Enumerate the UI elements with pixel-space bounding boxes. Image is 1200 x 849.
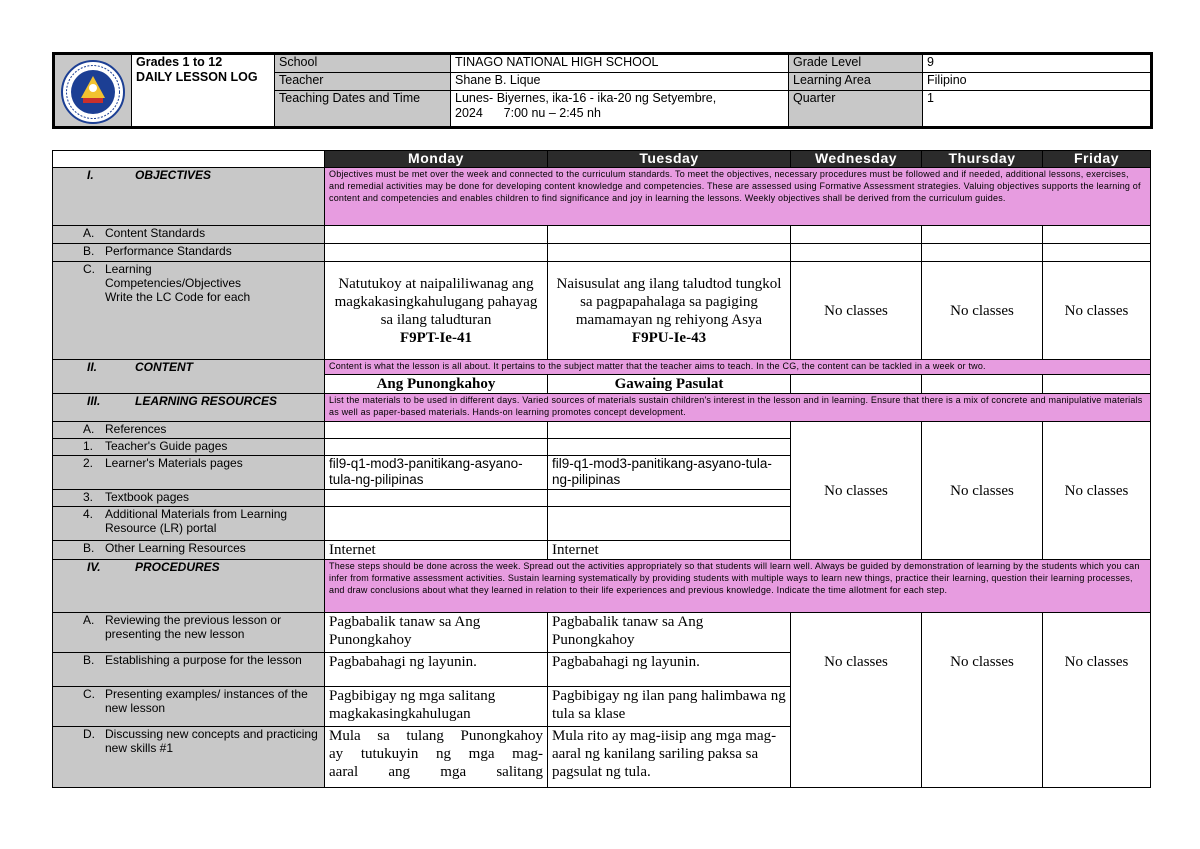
performance-standards-thursday [922,244,1043,262]
day-header-thursday: Thursday [922,151,1043,168]
lr-portal-tuesday [548,507,791,541]
teachers-guide-label: 1. Teacher's Guide pages [53,439,325,456]
other-resources-monday: Internet [325,541,548,560]
teaching-dates-line2: 2024 7:00 nu – 2:45 nh [455,106,601,120]
resources-row [53,394,1151,422]
quarter-label: Quarter [789,91,923,128]
objectives-note: Objectives must be met over the week and connected to the curriculum standards. To meet the objectives, necessary procedures must be followed and if needed, additional lessons, exercises, and remedial activities may be done for developing content knowledge and competencies. These are assessed using Formative Assessment strategies. Valuing objectives supports the learning of content and competencies and enables children to find significance and joy in learning the lessons. Weekly objectives shall be derived from the curriculum guides. [325,168,1151,226]
discussing-monday [325,727,548,788]
content-friday [1043,375,1151,394]
resources-thursday-no-classes: No classes [922,422,1043,560]
content-title: CONTENT [135,360,193,374]
performance-standards-label: B. Performance Standards [53,244,325,262]
examples-tuesday: Pagbibigay ng ilan pang halimbawa ng tula sa klase [548,687,791,727]
performance-standards-monday [325,244,548,262]
content-standards-thursday [922,226,1043,244]
lc-monday-text: Natutukoy at naipaliliwanag ang magkakasingkahulugang pahayag sa ilang taludturan [334,275,538,328]
learning-competencies-label: C. Learning Competencies/Objectives Write the LC Code for each [53,262,325,360]
teaching-dates-label: Teaching Dates and Time [275,91,451,128]
resources-wednesday-no-classes: No classes [791,422,922,560]
content-number: II. [87,360,98,374]
objectives-heading [53,168,325,226]
learners-materials-monday: fil9-q1-mod3-panitikang-asyano-tula-ng-pilipinas [325,456,548,490]
textbook-pages-tuesday [548,490,791,507]
lc-friday-no-classes: No classes [1043,262,1151,360]
resources-title: LEARNING RESOURCES [135,394,278,408]
content-row [53,360,1151,375]
grade-level-value: 9 [923,54,1152,73]
learning-competencies-tuesday [548,262,791,360]
content-standards-label: A. Content Standards [53,226,325,244]
content-wednesday [791,375,922,394]
reviewing-label: A. Reviewing the previous lesson or presenting the new lesson [53,613,325,653]
teaching-dates-value [451,91,789,128]
procedures-friday-no-classes: No classes [1043,613,1151,788]
school-label: School [275,54,451,73]
lesson-log-table [52,150,1151,788]
purpose-monday: Pagbabahagi ng layunin. [325,653,548,687]
teachers-guide-monday [325,439,548,456]
content-thursday [922,375,1043,394]
content-tuesday: Gawaing Pasulat [548,375,791,394]
purpose-tuesday: Pagbabahagi ng layunin. [548,653,791,687]
examples-monday: Pagbibigay ng mga salitang magkakasingkahulugan [325,687,548,727]
textbook-pages-label: 3. Textbook pages [53,490,325,507]
lc-tuesday-text: Naisusulat ang ilang taludtod tungkol sa pagpapahalaga sa pagiging mamamayan ng rehiyong Asya [556,275,782,328]
procedures-title: PROCEDURES [135,560,220,574]
day-header-row [53,151,1151,168]
learning-area-label: Learning Area [789,72,923,91]
lc-tuesday-code: F9PU-Ie-43 [631,329,707,346]
performance-standards-wednesday [791,244,922,262]
resources-number: III. [87,394,101,408]
grade-level-label: Grade Level [789,54,923,73]
procedures-heading [53,560,325,613]
header-title-line1: Grades 1 to 12 [136,55,223,69]
procedures-note: These steps should be done across the week. Spread out the activities appropriately so that students will learn well. Always be guided by demonstration of learning by the students which you can infer from formative assessment activities. Sustain learning systematically by providing students with multiple ways to learn new things, practice their learning, question their learning processes, and draw conclusions about what they learned in relation to their life experiences and previous knowledge. Indicate the time allotment for each step. [325,560,1151,613]
lc-wednesday-no-classes: No classes [791,262,922,360]
deped-seal [54,54,132,128]
reviewing-monday: Pagbabalik tanaw sa Ang Punongkahoy [325,613,548,653]
references-tuesday [548,422,791,439]
day-header-monday: Monday [325,151,548,168]
teachers-guide-tuesday [548,439,791,456]
teacher-value: Shane B. Lique [451,72,789,91]
school-value: TINAGO NATIONAL HIGH SCHOOL [451,54,789,73]
discussing-label: D. Discussing new concepts and practicing new skills #1 [53,727,325,788]
resources-heading [53,394,325,422]
reviewing-row [53,613,1151,653]
other-resources-tuesday: Internet [548,541,791,560]
procedures-thursday-no-classes: No classes [922,613,1043,788]
procedures-number: IV. [87,560,101,574]
discussing-monday-line1: Mula sa tulang Punongkahoy [329,728,543,744]
textbook-pages-monday [325,490,548,507]
lr-portal-monday [325,507,548,541]
resources-note: List the materials to be used in different days. Varied sources of materials sustain children's interest in the lesson and in learning. Ensure that there is a mix of concrete and manipulative materials as well as paper-based materials. Hands-on learning promotes concept development. [325,394,1151,422]
header-table [52,52,1153,129]
performance-standards-row [53,244,1151,262]
teaching-dates-line1: Lunes- Biyernes, ika-16 - ika-20 ng Setyembre, [455,91,717,105]
deped-seal-icon [57,58,129,126]
day-header-wednesday: Wednesday [791,151,922,168]
discussing-monday-line2: ay tutukuyin ng mga mag- [329,746,543,762]
header-title [132,54,275,128]
content-monday: Ang Punongkahoy [325,375,548,394]
references-label: A. References [53,422,325,439]
performance-standards-tuesday [548,244,791,262]
lc-thursday-no-classes: No classes [922,262,1043,360]
day-header-tuesday: Tuesday [548,151,791,168]
learning-competencies-monday [325,262,548,360]
examples-label: C. Presenting examples/ instances of the new lesson [53,687,325,727]
header-title-line2: DAILY LESSON LOG [136,70,258,84]
performance-standards-friday [1043,244,1151,262]
procedures-wednesday-no-classes: No classes [791,613,922,788]
learners-materials-label: 2. Learner's Materials pages [53,456,325,490]
day-header-friday: Friday [1043,151,1151,168]
quarter-value: 1 [923,91,1152,128]
procedures-row [53,560,1151,613]
lr-portal-label: 4. Additional Materials from Learning Resource (LR) portal [53,507,325,541]
learning-competencies-row [53,262,1151,360]
references-row [53,422,1151,439]
reviewing-tuesday: Pagbabalik tanaw sa Ang Punongkahoy [548,613,791,653]
content-standards-tuesday [548,226,791,244]
objectives-title: OBJECTIVES [135,168,212,182]
resources-friday-no-classes: No classes [1043,422,1151,560]
references-monday [325,422,548,439]
objectives-row [53,168,1151,226]
content-standards-friday [1043,226,1151,244]
lc-monday-code: F9PT-Ie-41 [400,329,472,346]
blank-header-cell [53,151,325,168]
teacher-label: Teacher [275,72,451,91]
content-heading [53,360,325,394]
objectives-number: I. [87,168,94,182]
content-standards-row [53,226,1151,244]
discussing-monday-line3: aaral ang mga salitang [329,764,543,780]
content-standards-wednesday [791,226,922,244]
other-resources-label: B. Other Learning Resources [53,541,325,560]
discussing-tuesday: Mula rito ay mag-iisip ang mga mag-aaral ng kanilang sariling paksa sa pagsulat ng tula. [548,727,791,788]
learners-materials-tuesday: fil9-q1-mod3-panitikang-asyano-tula-ng-pilipinas [548,456,791,490]
content-note: Content is what the lesson is all about. It pertains to the subject matter that the teacher aims to teach. In the CG, the content can be tackled in a week or two. [325,360,1151,375]
purpose-label: B. Establishing a purpose for the lesson [53,653,325,687]
content-standards-monday [325,226,548,244]
learning-area-value: Filipino [923,72,1152,91]
